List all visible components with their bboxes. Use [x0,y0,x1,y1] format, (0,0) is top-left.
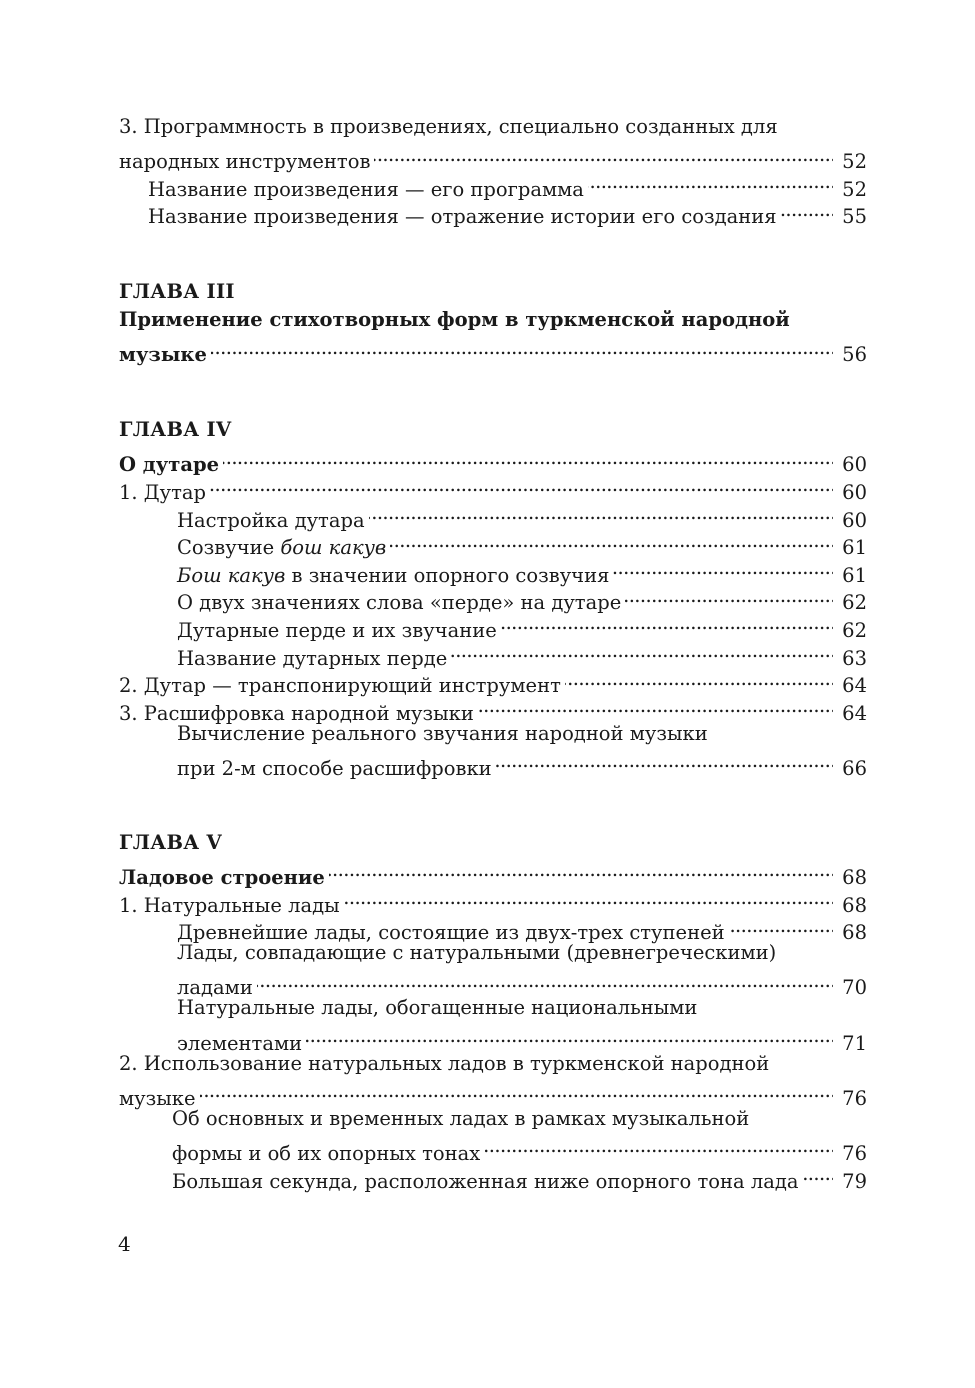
toc-page-number: 76 [842,1086,867,1110]
toc-entry-title: 2. Использование натуральных ладов в туркменской народной [119,1051,770,1075]
toc-entry [119,113,867,141]
toc-page-number: 52 [842,150,867,174]
leader-dots [588,168,833,196]
chapter-label: ГЛАВА V [119,830,222,854]
toc-page-number: 60 [842,508,867,532]
leader-dots [478,692,833,720]
toc-page-number: 61 [842,536,867,560]
toc-entry-title: Настройка дутара [177,508,365,532]
toc-page-number: 71 [842,1031,867,1055]
leader-dots [625,582,833,610]
leader-dots [223,444,833,472]
toc-page-number: 66 [842,756,867,780]
toc-entry [119,141,867,174]
leader-dots [211,334,833,362]
toc-chapter-title [119,856,867,890]
toc-entry [119,637,867,670]
toc-entry-title: Древнейшие лады, состоящие из двух-трех ступеней [177,921,725,945]
leader-dots [200,1077,833,1105]
toc-entry [119,1077,867,1110]
chapter-label: ГЛАВА IV [119,418,232,442]
toc-entry-title-part: в значении опорного созвучия [285,563,610,587]
toc-entry-title: ладами [177,976,253,1000]
toc-entry-title: элементами [177,1031,303,1055]
leader-dots [369,499,833,527]
toc-entry-title: Ладовое строение [119,866,325,890]
leader-dots [484,1132,833,1160]
toc-page-number: 63 [842,646,867,670]
toc-page-number: 52 [842,177,867,201]
toc-page-number: 68 [842,866,867,890]
leader-dots [344,884,833,912]
toc-entry [119,692,867,725]
toc-entry-title: Об основных и временных ладах в рамках музыкальной [172,1106,750,1130]
toc-entry [119,939,867,967]
toc-page-number: 60 [842,453,867,477]
toc-entry [119,471,867,504]
leader-dots [390,527,833,555]
leader-dots [329,856,833,884]
toc-entry [119,168,867,201]
leader-dots [306,1022,833,1050]
toc-entry-title: 3. Программность в произведениях, специально созданных для [119,115,778,138]
toc-entry-title: О двух значениях слова «перде» на дутаре [177,591,622,615]
toc-entry-title: О дутаре [119,453,220,477]
table-of-contents [119,113,867,1193]
toc-entry-title: Вычисление реального звучания народной музыки [177,721,708,745]
leader-dots [565,665,833,693]
toc-page-number: 62 [842,618,867,642]
toc-entry-title: Название произведения — его программа [148,177,584,201]
toc-entry-title-part: Созвучие [177,536,281,560]
toc-entry [119,994,867,1022]
toc-entry [119,499,867,532]
toc-page-number: 68 [842,893,867,917]
leader-dots [613,554,833,582]
toc-entry [119,1132,867,1165]
leader-dots [781,196,833,224]
toc-entry [119,1050,867,1078]
toc-entry-title: 2. Дутар — транспонирующий инструмент [119,674,561,698]
toc-chapter-title [119,444,867,477]
toc-entry [119,582,867,615]
toc-entry-title: музыке [119,343,207,367]
toc-page-number: 56 [842,343,867,367]
leader-dots [496,747,833,775]
leader-dots [210,471,833,499]
toc-entry [119,720,867,748]
toc-page-number: 61 [842,563,867,587]
toc-page-number: 64 [842,674,867,698]
toc-entry-title: Большая секунда, расположенная ниже опорного тона лада [172,1169,799,1193]
toc-page-number: 79 [842,1169,867,1193]
toc-entry [119,884,867,917]
toc-entry [119,1160,867,1193]
toc-entry-title-italic: бош какув [280,536,387,560]
toc-entry [119,747,867,780]
toc-entry [119,967,867,1000]
toc-entry-title: народных инструментов [119,150,371,174]
leader-dots [451,637,833,665]
toc-page-number: 76 [842,1142,867,1165]
leader-dots [803,1160,834,1188]
toc-entry [119,609,867,642]
toc-entry-title-italic: Бош какув [177,563,286,587]
toc-entry-title: Применение стихотворных форм в туркменской народной [119,307,790,331]
leader-dots [501,609,833,637]
toc-entry [119,1105,867,1133]
toc-entry-title: при 2-м способе расшифровки [177,756,492,780]
toc-entry [119,665,867,698]
toc-entry-title: Название дутарных перде [177,646,448,670]
toc-page-number: 60 [842,480,867,504]
toc-page-number: 64 [842,701,867,725]
toc-entry-title: 3. Расшифровка народной музыки [119,701,474,725]
toc-chapter-title [119,306,867,334]
toc-page-number: 70 [842,976,867,1000]
page-number: 4 [118,1232,131,1256]
toc-entry-title: музыке [119,1086,196,1110]
toc-entry [119,1022,867,1055]
toc-entry-title: Лады, совпадающие с натуральными (древнегреческими) [177,941,777,965]
toc-entry [119,912,867,945]
toc-entry [119,554,867,587]
toc-entry-title: Название произведения — отражение истории его создания [148,205,777,229]
toc-entry [119,527,867,560]
toc-chapter-title [119,334,867,367]
leader-dots [257,967,833,995]
toc-page-number: 55 [842,205,867,229]
toc-entry-title: Натуральные лады, обогащенные национальными [177,996,698,1020]
leader-dots [374,141,833,169]
chapter-label: ГЛАВА III [119,280,235,304]
toc-entry-title: 1. Дутар [119,480,207,504]
toc-page-number: 62 [842,591,867,615]
toc-entry-title: формы и об их опорных тонах [172,1142,481,1165]
toc-entry-title: Дутарные перде и их звучание [177,618,497,642]
leader-dots [729,912,833,940]
toc-page-number: 68 [842,921,867,945]
toc-entry [119,196,867,229]
toc-entry-title: 1. Натуральные лады [119,893,340,917]
